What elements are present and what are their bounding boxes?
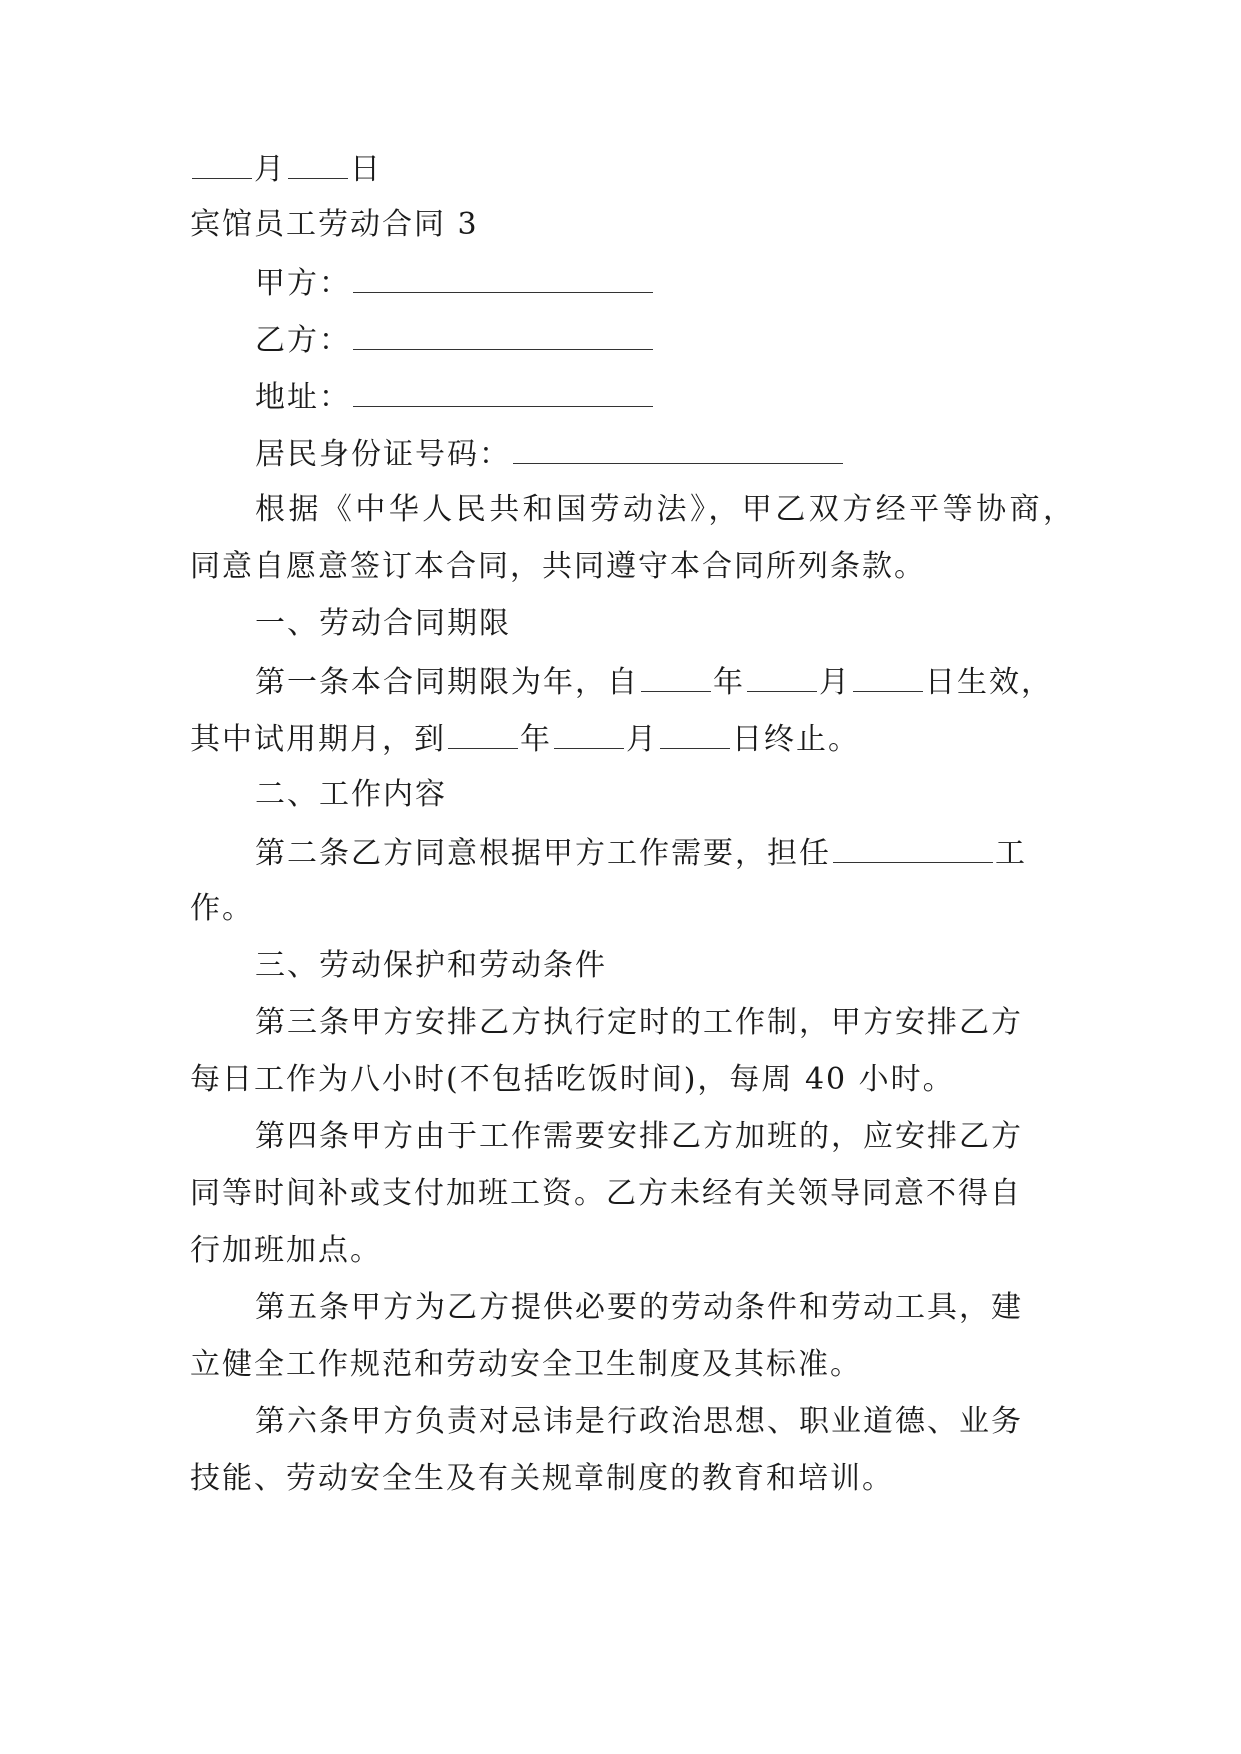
article-1-text-d: 日终止。 (732, 722, 860, 757)
start-year-blank (641, 661, 711, 692)
end-day-blank (660, 718, 730, 749)
document-title: 宾馆员工劳动合同 3 (190, 207, 479, 242)
party-b-line (255, 319, 1075, 361)
end-year-label: 年 (520, 722, 552, 757)
article-1-text-a: 第一条本合同期限为年，自 (255, 665, 639, 700)
article-5-line-1: 第五条甲方为乙方提供必要的劳动条件和劳动工具，建 (255, 1290, 1023, 1325)
end-month-blank (554, 718, 624, 749)
article-6-line-1: 第六条甲方负责对忌讳是行政治思想、职业道德、业务 (255, 1404, 1023, 1439)
id-number-blank (513, 433, 843, 464)
address-line (255, 376, 1075, 418)
section-3-heading: 三、劳动保护和劳动条件 (255, 948, 607, 983)
preamble-line-1: 根据《中华人民共和国劳动法》，甲乙双方经平等协商， (255, 492, 1075, 527)
article-1-text-c: 其中试用期月，到 (190, 722, 446, 757)
party-a-line (255, 262, 1075, 304)
article-1-text-b: 日生效， (925, 665, 1053, 700)
day-label: 日 (350, 152, 382, 187)
article-4-line-1: 第四条甲方由于工作需要安排乙方加班的，应安排乙方 (255, 1119, 1023, 1154)
party-a-blank (353, 262, 653, 293)
article-3-line-2: 每日工作为八小时(不包括吃饭时间)，每周 40 小时。 (190, 1062, 955, 1097)
article-2-text-b: 工 (995, 836, 1027, 871)
address-label: 地址： (255, 380, 351, 415)
article-6-line-2: 技能、劳动安全生及有关规章制度的教育和培训。 (190, 1461, 894, 1496)
article-2-text-a: 第二条乙方同意根据甲方工作需要，担任 (255, 836, 831, 871)
month-label: 月 (254, 152, 286, 187)
party-a-label: 甲方： (255, 266, 351, 301)
day-blank (288, 148, 348, 179)
date-line (190, 148, 1070, 190)
start-day-blank (853, 661, 923, 692)
id-number-line (255, 433, 1075, 475)
article-5-line-2: 立健全工作规范和劳动安全卫生制度及其标准。 (190, 1347, 862, 1382)
address-blank (353, 376, 653, 407)
section-1-heading: 一、劳动合同期限 (255, 606, 511, 641)
article-1-line-1 (255, 661, 1075, 703)
article-2-line-2: 作。 (190, 891, 254, 926)
article-1-line-2 (190, 718, 1070, 760)
id-number-label: 居民身份证号码： (255, 437, 511, 472)
preamble-line-2: 同意自愿意签订本合同，共同遵守本合同所列条款。 (190, 549, 926, 584)
start-month-label: 月 (819, 665, 851, 700)
month-blank (192, 148, 252, 179)
end-month-label: 月 (626, 722, 658, 757)
article-3-line-1: 第三条甲方安排乙方执行定时的工作制，甲方安排乙方 (255, 1005, 1023, 1040)
article-4-line-2: 同等时间补或支付加班工资。乙方未经有关领导同意不得自 (190, 1176, 1022, 1211)
article-4-line-3: 行加班加点。 (190, 1233, 382, 1268)
job-title-blank (833, 832, 993, 863)
end-year-blank (448, 718, 518, 749)
start-year-label: 年 (713, 665, 745, 700)
section-2-heading: 二、工作内容 (255, 777, 447, 812)
article-2-line-1 (255, 832, 1075, 874)
party-b-label: 乙方： (255, 323, 351, 358)
start-month-blank (747, 661, 817, 692)
party-b-blank (353, 319, 653, 350)
